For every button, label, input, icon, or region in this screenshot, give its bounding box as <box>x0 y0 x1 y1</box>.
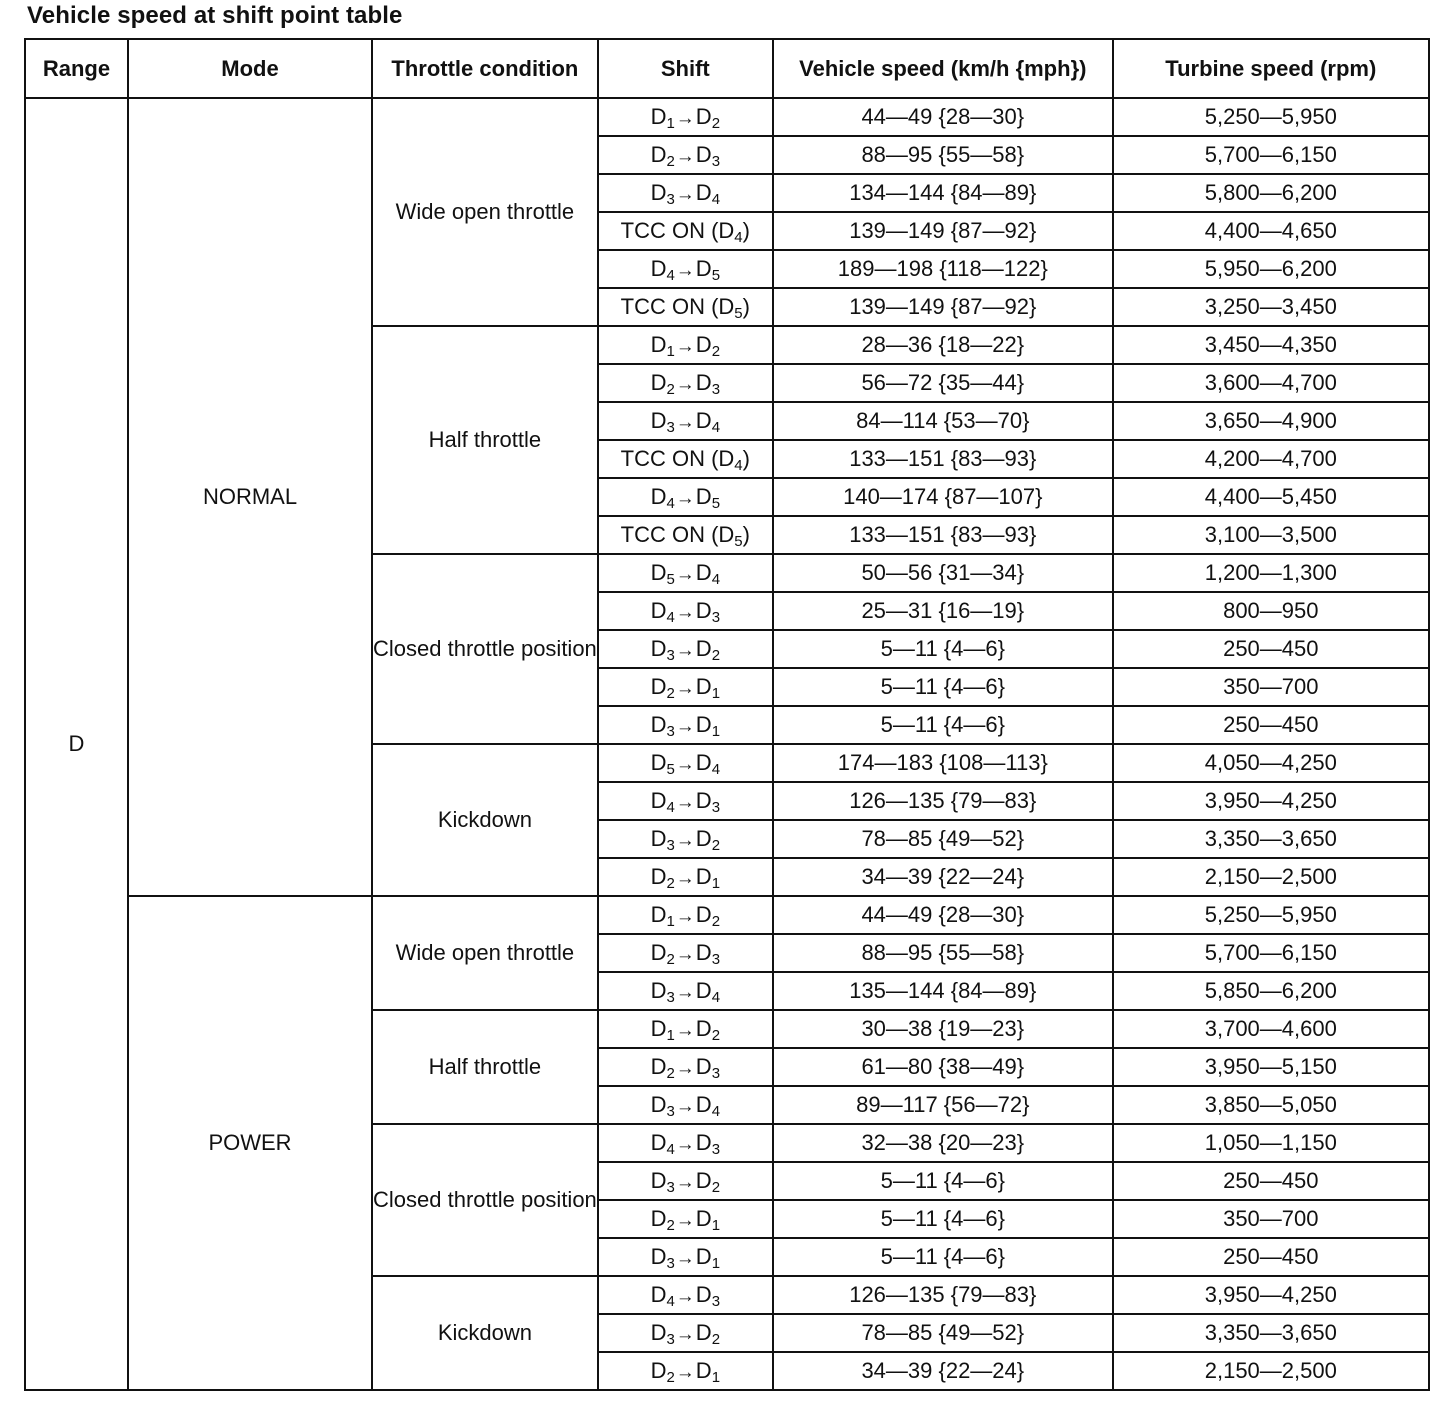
shift-to-gear: 2 <box>711 837 721 854</box>
shift-arrow-icon: → <box>675 1172 695 1193</box>
turbine-speed-cell: 3,650—4,900 <box>1113 402 1429 440</box>
shift-cell: TCC ON $(D_4)$ <box>598 212 773 250</box>
shift-arrow-icon: → <box>675 754 695 775</box>
turbine-speed-cell: 250—450 <box>1113 630 1429 668</box>
table-body <box>25 98 1429 1390</box>
vehicle-speed-cell: 34—39 {22—24} <box>773 1352 1113 1390</box>
shift-from-gear: 2 <box>666 1065 675 1082</box>
vehicle-speed-cell: 140—174 {87—107} <box>773 478 1113 516</box>
shift-to-gear: 4 <box>711 989 721 1006</box>
shift-to-gear: 2 <box>711 1179 721 1196</box>
shift-cell: $D_1\to D_2$ <box>598 326 773 364</box>
turbine-speed-cell: 4,050—4,250 <box>1113 744 1429 782</box>
shift-arrow-icon: → <box>675 260 695 281</box>
tcc-gear: 4 <box>734 229 743 246</box>
turbine-speed-cell: 3,700—4,600 <box>1113 1010 1429 1048</box>
vehicle-speed-cell: 56—72 {35—44} <box>773 364 1113 402</box>
header-turbine-speed: Turbine speed (rpm) <box>1113 39 1429 98</box>
turbine-speed-cell: 2,150—2,500 <box>1113 858 1429 896</box>
shift-from-gear: 3 <box>666 647 675 664</box>
shift-from-gear: 3 <box>666 723 675 740</box>
shift-from-gear: 5 <box>666 571 675 588</box>
turbine-speed-cell: 4,400—4,650 <box>1113 212 1429 250</box>
vehicle-speed-cell: 44—49 {28—30} <box>773 896 1113 934</box>
vehicle-speed-cell: 84—114 {53—70} <box>773 402 1113 440</box>
turbine-speed-cell: 3,950—4,250 <box>1113 1276 1429 1314</box>
turbine-speed-cell: 250—450 <box>1113 1238 1429 1276</box>
vehicle-speed-cell: 139—149 {87—92} <box>773 212 1113 250</box>
shift-arrow-icon: → <box>675 564 695 585</box>
throttle-condition-cell: Wide open throttle <box>372 896 598 1010</box>
shift-arrow-icon: → <box>675 146 695 167</box>
vehicle-speed-cell: 89—117 {56—72} <box>773 1086 1113 1124</box>
shift-arrow-icon: → <box>675 602 695 623</box>
shift-to-gear: 2 <box>711 1027 721 1044</box>
shift-cell: $D_3\to D_2$ <box>598 1314 773 1352</box>
shift-cell: $D_2\to D_1$ <box>598 1352 773 1390</box>
turbine-speed-cell: 3,450—4,350 <box>1113 326 1429 364</box>
vehicle-speed-cell: 34—39 {22—24} <box>773 858 1113 896</box>
shift-arrow-icon: → <box>675 640 695 661</box>
vehicle-speed-cell: 5—11 {4—6} <box>773 668 1113 706</box>
shift-arrow-icon: → <box>675 868 695 889</box>
throttle-condition-cell: Half throttle <box>372 326 598 554</box>
shift-arrow-icon: → <box>675 830 695 851</box>
shift-cell: $D_4\to D_3$ <box>598 1124 773 1162</box>
shift-from-gear: 3 <box>666 837 675 854</box>
shift-from-gear: 3 <box>666 989 675 1006</box>
turbine-speed-cell: 3,250—3,450 <box>1113 288 1429 326</box>
shift-from-gear: 4 <box>666 1293 675 1310</box>
shift-from-gear: 2 <box>666 381 675 398</box>
shift-arrow-icon: → <box>675 488 695 509</box>
shift-arrow-icon: → <box>675 1020 695 1041</box>
shift-from-gear: 1 <box>666 1027 675 1044</box>
shift-to-gear: 1 <box>711 1369 721 1386</box>
shift-arrow-icon: → <box>675 716 695 737</box>
table-title: Vehicle speed at shift point table <box>27 2 403 29</box>
throttle-condition-cell: Kickdown <box>372 744 598 896</box>
shift-arrow-icon: → <box>675 374 695 395</box>
vehicle-speed-cell: 78—85 {49—52} <box>773 820 1113 858</box>
vehicle-speed-cell: 25—31 {16—19} <box>773 592 1113 630</box>
shift-to-gear: 4 <box>711 571 721 588</box>
turbine-speed-cell: 1,050—1,150 <box>1113 1124 1429 1162</box>
shift-to-gear: 5 <box>711 267 721 284</box>
tcc-gear: 4 <box>734 457 743 474</box>
shift-cell: $D_2\to D_1$ <box>598 668 773 706</box>
shift-cell: TCC ON $(D_5)$ <box>598 288 773 326</box>
vehicle-speed-cell: 88—95 {55—58} <box>773 136 1113 174</box>
shift-cell: $D_3\to D_2$ <box>598 630 773 668</box>
tcc-gear: 5 <box>734 533 743 550</box>
throttle-condition-cell: Closed throttle position <box>372 554 598 744</box>
shift-cell: $D_2\to D_1$ <box>598 1200 773 1238</box>
turbine-speed-cell: 800—950 <box>1113 592 1429 630</box>
vehicle-speed-cell: 133—151 {83—93} <box>773 516 1113 554</box>
vehicle-speed-cell: 133—151 {83—93} <box>773 440 1113 478</box>
shift-arrow-icon: → <box>675 1096 695 1117</box>
shift-to-gear: 2 <box>711 1331 721 1348</box>
shift-to-gear: 4 <box>711 419 721 436</box>
shift-arrow-icon: → <box>675 1134 695 1155</box>
turbine-speed-cell: 5,950—6,200 <box>1113 250 1429 288</box>
throttle-condition-cell: Kickdown <box>372 1276 598 1390</box>
header-throttle-condition: Throttle condition <box>372 39 598 98</box>
turbine-speed-cell: 4,400—5,450 <box>1113 478 1429 516</box>
shift-to-gear: 1 <box>711 1255 721 1272</box>
vehicle-speed-cell: 78—85 {49—52} <box>773 1314 1113 1352</box>
vehicle-speed-cell: 44—49 {28—30} <box>773 98 1113 136</box>
vehicle-speed-cell: 126—135 {79—83} <box>773 1276 1113 1314</box>
shift-cell: $D_1\to D_2$ <box>598 896 773 934</box>
vehicle-speed-cell: 5—11 {4—6} <box>773 1200 1113 1238</box>
shift-cell: $D_2\to D_3$ <box>598 934 773 972</box>
shift-arrow-icon: → <box>675 1362 695 1383</box>
shift-from-gear: 3 <box>666 1331 675 1348</box>
shift-to-gear: 2 <box>711 343 721 360</box>
turbine-speed-cell: 250—450 <box>1113 706 1429 744</box>
throttle-condition-cell: Closed throttle position <box>372 1124 598 1276</box>
shift-to-gear: 2 <box>711 913 721 930</box>
vehicle-speed-cell: 5—11 {4—6} <box>773 1162 1113 1200</box>
shift-to-gear: 3 <box>711 951 721 968</box>
turbine-speed-cell: 3,100—3,500 <box>1113 516 1429 554</box>
shift-cell: $D_3\to D_4$ <box>598 174 773 212</box>
shift-from-gear: 5 <box>666 761 675 778</box>
shift-cell: $D_3\to D_4$ <box>598 402 773 440</box>
shift-from-gear: 3 <box>666 191 675 208</box>
shift-to-gear: 3 <box>711 1141 721 1158</box>
shift-from-gear: 4 <box>666 799 675 816</box>
turbine-speed-cell: 250—450 <box>1113 1162 1429 1200</box>
turbine-speed-cell: 5,700—6,150 <box>1113 934 1429 972</box>
shift-from-gear: 1 <box>666 913 675 930</box>
shift-arrow-icon: → <box>675 1324 695 1345</box>
mode-cell: POWER <box>128 896 372 1390</box>
shift-from-gear: 2 <box>666 875 675 892</box>
shift-cell: $D_4\to D_5$ <box>598 250 773 288</box>
shift-from-gear: 3 <box>666 1255 675 1272</box>
shift-cell: $D_3\to D_2$ <box>598 1162 773 1200</box>
turbine-speed-cell: 3,350—3,650 <box>1113 820 1429 858</box>
shift-cell: $D_3\to D_1$ <box>598 1238 773 1276</box>
shift-to-gear: 3 <box>711 153 721 170</box>
turbine-speed-cell: 1,200—1,300 <box>1113 554 1429 592</box>
shift-cell: $D_3\to D_1$ <box>598 706 773 744</box>
turbine-speed-cell: 5,250—5,950 <box>1113 896 1429 934</box>
shift-arrow-icon: → <box>675 944 695 965</box>
shift-arrow-icon: → <box>675 184 695 205</box>
vehicle-speed-cell: 28—36 {18—22} <box>773 326 1113 364</box>
shift-to-gear: 1 <box>711 723 721 740</box>
shift-cell: TCC ON $(D_4)$ <box>598 440 773 478</box>
shift-cell: $D_4\to D_5$ <box>598 478 773 516</box>
turbine-speed-cell: 350—700 <box>1113 1200 1429 1238</box>
turbine-speed-cell: 2,150—2,500 <box>1113 1352 1429 1390</box>
shift-to-gear: 4 <box>711 761 721 778</box>
vehicle-speed-cell: 50—56 {31—34} <box>773 554 1113 592</box>
turbine-speed-cell: 3,850—5,050 <box>1113 1086 1429 1124</box>
table-row <box>25 98 1429 136</box>
shift-from-gear: 2 <box>666 153 675 170</box>
throttle-condition-cell: Half throttle <box>372 1010 598 1124</box>
shift-cell: $D_2\to D_1$ <box>598 858 773 896</box>
shift-to-gear: 1 <box>711 875 721 892</box>
shift-to-gear: 4 <box>711 191 721 208</box>
shift-from-gear: 2 <box>666 1217 675 1234</box>
shift-arrow-icon: → <box>675 412 695 433</box>
shift-arrow-icon: → <box>675 108 695 129</box>
shift-to-gear: 2 <box>711 115 721 132</box>
turbine-speed-cell: 3,950—4,250 <box>1113 782 1429 820</box>
shift-cell: $D_2\to D_3$ <box>598 1048 773 1086</box>
vehicle-speed-cell: 88—95 {55—58} <box>773 934 1113 972</box>
shift-point-table <box>24 38 1430 1391</box>
shift-cell: $D_1\to D_2$ <box>598 98 773 136</box>
header-range: Range <box>25 39 128 98</box>
vehicle-speed-cell: 126—135 {79—83} <box>773 782 1113 820</box>
shift-arrow-icon: → <box>675 982 695 1003</box>
shift-arrow-icon: → <box>675 906 695 927</box>
shift-arrow-icon: → <box>675 1058 695 1079</box>
shift-to-gear: 3 <box>711 381 721 398</box>
shift-cell: $D_4\to D_3$ <box>598 782 773 820</box>
shift-arrow-icon: → <box>675 678 695 699</box>
shift-from-gear: 3 <box>666 419 675 436</box>
turbine-speed-cell: 5,700—6,150 <box>1113 136 1429 174</box>
vehicle-speed-cell: 134—144 {84—89} <box>773 174 1113 212</box>
vehicle-speed-cell: 174—183 {108—113} <box>773 744 1113 782</box>
header-vehicle-speed: Vehicle speed (km/h {mph}) <box>773 39 1113 98</box>
shift-from-gear: 2 <box>666 1369 675 1386</box>
shift-cell: $D_1\to D_2$ <box>598 1010 773 1048</box>
shift-arrow-icon: → <box>675 1210 695 1231</box>
shift-to-gear: 5 <box>711 495 721 512</box>
turbine-speed-cell: 5,800—6,200 <box>1113 174 1429 212</box>
turbine-speed-cell: 5,850—6,200 <box>1113 972 1429 1010</box>
shift-cell: $D_3\to D_4$ <box>598 1086 773 1124</box>
header-mode: Mode <box>128 39 372 98</box>
shift-from-gear: 4 <box>666 267 675 284</box>
shift-cell: TCC ON $(D_5)$ <box>598 516 773 554</box>
throttle-condition-cell: Wide open throttle <box>372 98 598 326</box>
tcc-gear: 5 <box>734 305 743 322</box>
shift-from-gear: 3 <box>666 1103 675 1120</box>
shift-to-gear: 1 <box>711 1217 721 1234</box>
vehicle-speed-cell: 32—38 {20—23} <box>773 1124 1113 1162</box>
mode-cell: NORMAL <box>128 98 372 896</box>
range-cell: D <box>25 98 128 1390</box>
shift-to-gear: 3 <box>711 1065 721 1082</box>
vehicle-speed-cell: 189—198 {118—122} <box>773 250 1113 288</box>
shift-to-gear: 3 <box>711 799 721 816</box>
turbine-speed-cell: 5,250—5,950 <box>1113 98 1429 136</box>
shift-to-gear: 1 <box>711 685 721 702</box>
shift-to-gear: 4 <box>711 1103 721 1120</box>
shift-arrow-icon: → <box>675 1286 695 1307</box>
vehicle-speed-cell: 5—11 {4—6} <box>773 706 1113 744</box>
shift-cell: $D_5\to D_4$ <box>598 744 773 782</box>
table-row <box>25 896 1429 934</box>
shift-cell: $D_2\to D_3$ <box>598 136 773 174</box>
vehicle-speed-cell: 5—11 {4—6} <box>773 1238 1113 1276</box>
header-row <box>25 39 1429 98</box>
turbine-speed-cell: 3,600—4,700 <box>1113 364 1429 402</box>
shift-from-gear: 4 <box>666 1141 675 1158</box>
vehicle-speed-cell: 61—80 {38—49} <box>773 1048 1113 1086</box>
shift-cell: $D_5\to D_4$ <box>598 554 773 592</box>
turbine-speed-cell: 350—700 <box>1113 668 1429 706</box>
shift-from-gear: 2 <box>666 685 675 702</box>
shift-cell: $D_3\to D_2$ <box>598 820 773 858</box>
vehicle-speed-cell: 139—149 {87—92} <box>773 288 1113 326</box>
shift-to-gear: 3 <box>711 609 721 626</box>
shift-from-gear: 1 <box>666 343 675 360</box>
shift-from-gear: 2 <box>666 951 675 968</box>
shift-cell: $D_4\to D_3$ <box>598 1276 773 1314</box>
shift-from-gear: 4 <box>666 609 675 626</box>
turbine-speed-cell: 3,350—3,650 <box>1113 1314 1429 1352</box>
header-shift: Shift <box>598 39 773 98</box>
shift-arrow-icon: → <box>675 336 695 357</box>
shift-from-gear: 1 <box>666 115 675 132</box>
shift-cell: $D_3\to D_4$ <box>598 972 773 1010</box>
shift-cell: $D_2\to D_3$ <box>598 364 773 402</box>
turbine-speed-cell: 4,200—4,700 <box>1113 440 1429 478</box>
vehicle-speed-cell: 30—38 {19—23} <box>773 1010 1113 1048</box>
shift-from-gear: 4 <box>666 495 675 512</box>
vehicle-speed-cell: 135—144 {84—89} <box>773 972 1113 1010</box>
shift-to-gear: 3 <box>711 1293 721 1310</box>
turbine-speed-cell: 3,950—5,150 <box>1113 1048 1429 1086</box>
shift-cell: $D_4\to D_3$ <box>598 592 773 630</box>
shift-to-gear: 2 <box>711 647 721 664</box>
shift-arrow-icon: → <box>675 792 695 813</box>
shift-arrow-icon: → <box>675 1248 695 1269</box>
shift-from-gear: 3 <box>666 1179 675 1196</box>
vehicle-speed-cell: 5—11 {4—6} <box>773 630 1113 668</box>
